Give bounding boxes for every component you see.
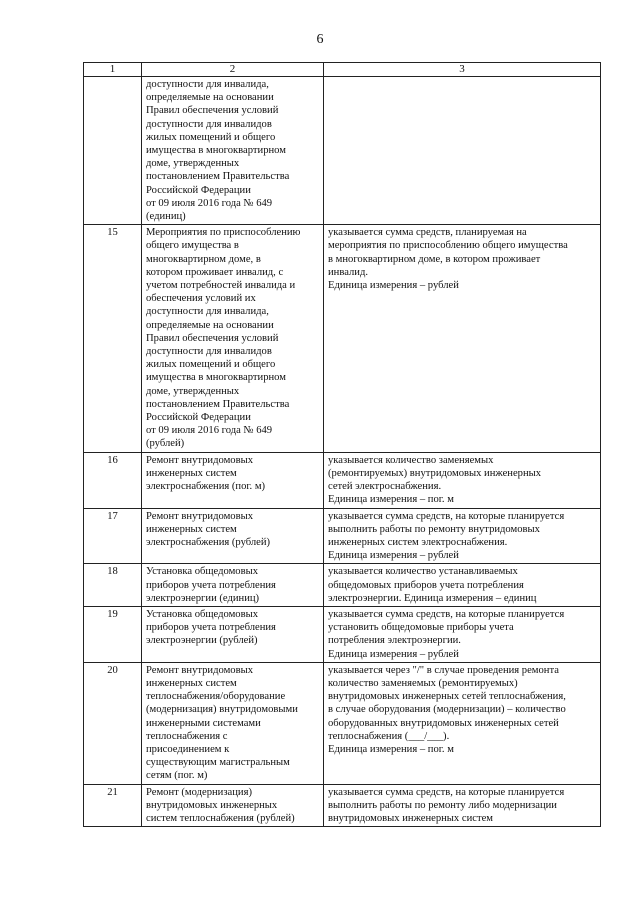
- indicator-description-line: Единица измерения – рублей: [328, 550, 459, 562]
- indicator-name-line: определяемые на основании: [146, 319, 274, 331]
- indicator-description-line: Единица измерения – рублей: [328, 280, 459, 292]
- indicator-description-line: указывается сумма средств, на которые планируется: [328, 608, 565, 620]
- indicator-name-line: теплоснабжения с: [146, 730, 228, 742]
- table-row: [84, 452, 601, 508]
- indicator-name-line: доме, утвержденных: [146, 158, 240, 170]
- indicator-name-line: сетям (пог. м): [146, 770, 208, 782]
- row-number: 21: [84, 784, 142, 827]
- header-col-1: 1: [84, 63, 142, 77]
- table-row: [84, 606, 601, 662]
- table-row: [84, 784, 601, 827]
- indicator-name-line: доступности для инвалида,: [146, 306, 269, 318]
- row-number: 19: [84, 606, 142, 662]
- indicator-name-line: электроснабжения (пог. м): [146, 481, 266, 493]
- indicator-table: [83, 62, 601, 827]
- indicator-description: [324, 452, 601, 508]
- indicator-description: [324, 77, 601, 225]
- indicator-description-line: в случае оборудования (модернизации) – количество: [328, 704, 566, 716]
- indicator-name-line: постановлением Правительства: [146, 171, 290, 183]
- indicator-name-line: Правил обеспечения условий: [146, 332, 279, 344]
- indicator-name: [142, 606, 324, 662]
- table-row: [84, 564, 601, 607]
- indicator-name-line: Ремонт (модернизация): [146, 786, 252, 798]
- row-number: 17: [84, 508, 142, 564]
- indicator-name-line: присоединением к: [146, 743, 230, 755]
- indicator-description: [324, 564, 601, 607]
- indicator-description-line: выполнить работы по ремонту либо модернизации: [328, 799, 557, 811]
- indicator-name-line: Мероприятия по приспособлению: [146, 227, 301, 239]
- row-number: 20: [84, 662, 142, 784]
- indicator-name-line: электроэнергии (единиц): [146, 592, 260, 604]
- indicator-description: [324, 784, 601, 827]
- indicator-description-line: указывается сумма средств, планируемая на: [328, 227, 527, 239]
- indicator-name: [142, 452, 324, 508]
- indicator-name-line: доступности для инвалидов: [146, 118, 272, 130]
- indicator-name-line: электроснабжения (рублей): [146, 536, 271, 548]
- indicator-name: [142, 225, 324, 452]
- indicator-description-line: указывается сумма средств, на которые планируется: [328, 786, 565, 798]
- indicator-name-line: приборов учета потребления: [146, 622, 276, 634]
- indicator-description-line: оборудованных внутридомовых инженерных сетей: [328, 717, 559, 729]
- indicator-name-line: теплоснабжения/оборудование: [146, 691, 286, 703]
- indicator-name-line: внутридомовых инженерных: [146, 799, 278, 811]
- indicator-name-line: Правил обеспечения условий: [146, 105, 279, 117]
- indicator-name-line: инженерных систем: [146, 467, 237, 479]
- indicator-name-line: доме, утвержденных: [146, 385, 240, 397]
- indicator-name-line: доступности для инвалида,: [146, 79, 269, 90]
- indicator-name-line: обеспечения условий их: [146, 293, 256, 305]
- header-col-2: 2: [142, 63, 324, 77]
- header-col-3: 3: [324, 63, 601, 77]
- indicator-description-line: указывается через "/" в случае проведения ремонта: [328, 664, 559, 676]
- indicator-name-line: существующим магистральным: [146, 757, 290, 769]
- indicator-name-line: инженерных систем: [146, 677, 237, 689]
- indicator-name-line: котором проживает инвалид, с: [146, 266, 284, 278]
- indicator-name: [142, 784, 324, 827]
- indicator-description: [324, 662, 601, 784]
- indicator-description-line: Единица измерения – рублей: [328, 648, 459, 660]
- indicator-description-line: электроэнергии. Единица измерения – единиц: [328, 592, 537, 604]
- row-number: 16: [84, 452, 142, 508]
- table-header-row: [84, 63, 601, 77]
- row-number: 18: [84, 564, 142, 607]
- indicator-name: [142, 508, 324, 564]
- indicator-description-line: Единица измерения – пог. м: [328, 494, 454, 506]
- table-row: [84, 662, 601, 784]
- indicator-name-line: приборов учета потребления: [146, 579, 276, 591]
- row-number: 15: [84, 225, 142, 452]
- indicator-name-line: имущества в многоквартирном: [146, 145, 286, 157]
- indicator-name-line: многоквартирном доме, в: [146, 253, 261, 265]
- indicator-name-line: Российской Федерации: [146, 184, 251, 196]
- indicator-description-line: количество заменяемых (ремонтируемых): [328, 677, 518, 689]
- page-number: 6: [316, 32, 324, 47]
- indicator-name: [142, 662, 324, 784]
- indicator-name-line: от 09 июля 2016 года № 649: [146, 425, 273, 437]
- indicator-description-line: указывается количество устанавливаемых: [328, 566, 518, 578]
- indicator-description-line: указывается количество заменяемых: [328, 454, 494, 466]
- indicator-name-line: систем теплоснабжения (рублей): [146, 812, 295, 824]
- table-row: [84, 225, 601, 452]
- indicator-description-line: указывается сумма средств, на которые планируется: [328, 510, 565, 522]
- table-row: [84, 77, 601, 225]
- indicator-name-line: Ремонт внутридомовых: [146, 454, 253, 466]
- indicator-description-line: инженерных систем электроснабжения.: [328, 536, 508, 548]
- indicator-name-line: Российской Федерации: [146, 412, 251, 424]
- indicator-name-line: жилых помещений и общего: [146, 131, 276, 143]
- indicator-description-line: установить общедомовые приборы учета: [328, 622, 514, 634]
- indicator-description-line: инвалид.: [328, 266, 368, 278]
- indicator-description-line: внутридомовых инженерных систем: [328, 812, 493, 824]
- indicator-description-line: внутридомовых инженерных сетей теплоснабжения,: [328, 691, 566, 703]
- indicator-name-line: Ремонт внутридомовых: [146, 510, 253, 522]
- indicator-name-line: имущества в многоквартирном: [146, 372, 286, 384]
- indicator-name-line: (рублей): [146, 438, 185, 450]
- indicator-name: [142, 77, 324, 225]
- indicator-description-line: потребления электроэнергии.: [328, 635, 461, 647]
- indicator-description-line: выполнить работы по ремонту внутридомовых: [328, 523, 540, 535]
- row-number: [84, 77, 142, 225]
- indicator-name-line: (модернизация) внутридомовыми: [146, 704, 298, 716]
- indicator-name-line: учетом потребностей инвалида и: [146, 280, 296, 292]
- indicator-description-line: сетей электроснабжения.: [328, 481, 442, 493]
- indicator-name-line: инженерными системами: [146, 717, 261, 729]
- indicator-description-line: Единица измерения – пог. м: [328, 743, 454, 755]
- indicator-description: [324, 508, 601, 564]
- indicator-description: [324, 225, 601, 452]
- indicator-name-line: общего имущества в: [146, 240, 239, 252]
- indicator-name-line: электроэнергии (рублей): [146, 635, 258, 647]
- indicator-name-line: от 09 июля 2016 года № 649: [146, 197, 273, 209]
- indicator-name-line: инженерных систем: [146, 523, 237, 535]
- indicator-description-line: в многоквартирном доме, в котором проживает: [328, 253, 541, 265]
- indicator-name-line: доступности для инвалидов: [146, 346, 272, 358]
- indicator-name-line: Ремонт внутридомовых: [146, 664, 253, 676]
- indicator-description-line: теплоснабжения (___/___).: [328, 730, 450, 742]
- indicator-name-line: (единиц): [146, 211, 186, 223]
- indicator-name-line: жилых помещений и общего: [146, 359, 276, 371]
- table-row: [84, 508, 601, 564]
- indicator-name-line: Установка общедомовых: [146, 566, 259, 578]
- indicator-name-line: постановлением Правительства: [146, 398, 290, 410]
- indicator-name-line: Установка общедомовых: [146, 608, 259, 620]
- indicator-description: [324, 606, 601, 662]
- indicator-description-line: мероприятия по приспособлению общего имущества: [328, 240, 568, 252]
- indicator-description-line: общедомовых приборов учета потребления: [328, 579, 524, 591]
- indicator-description-line: (ремонтируемых) внутридомовых инженерных: [328, 467, 542, 479]
- indicator-name: [142, 564, 324, 607]
- indicator-name-line: определяемые на основании: [146, 92, 274, 104]
